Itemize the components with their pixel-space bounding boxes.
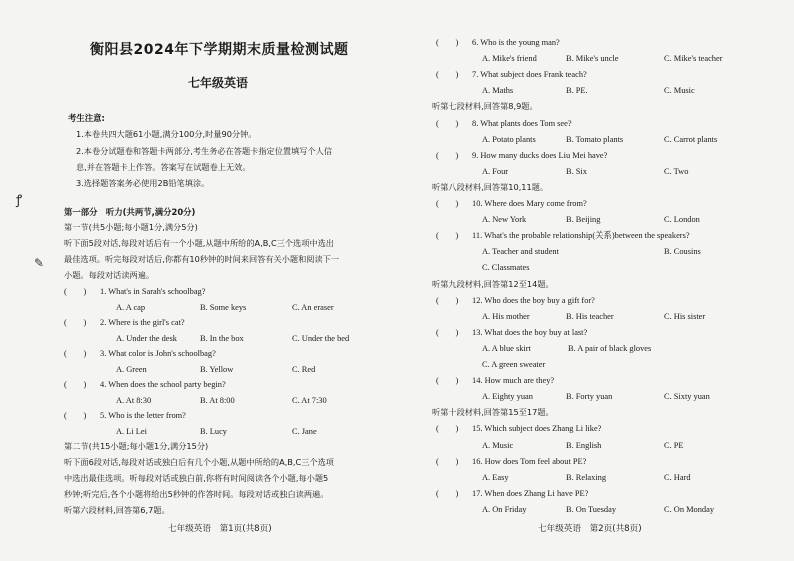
option-b: B. Beijing: [566, 215, 601, 225]
option-c: C. Music: [664, 86, 695, 96]
option-c: C. At 7:30: [292, 396, 327, 405]
option-b: B. Six: [566, 166, 587, 176]
question-text: 5. Who is the letter from?: [100, 411, 186, 420]
option-c: C. Jane: [292, 427, 317, 436]
answer-paren: ( ): [64, 411, 87, 420]
option-a: A. Under the desk: [116, 334, 177, 343]
option-c: C. His sister: [664, 311, 706, 321]
option-b: B. On Tuesday: [566, 504, 617, 514]
notice-line: 2.本卷分试题卷和答题卡两部分,考生务必在答题卡指定位置填写个人信: [76, 146, 333, 156]
answer-paren: ( ): [436, 456, 459, 466]
option-b: B. In the box: [200, 334, 244, 343]
option-c: C. An eraser: [292, 303, 334, 312]
answer-paren: ( ): [436, 118, 459, 128]
part-one-heading: 第一部分 听力(共两节,满分20分): [64, 207, 196, 217]
option-c: C. Under the bed: [292, 334, 350, 343]
option-b: B. Forty yuan: [566, 392, 613, 402]
answer-paren: ( ): [436, 38, 459, 47]
option-c: C. Classmates: [482, 263, 530, 273]
option-a: A. Maths: [482, 86, 514, 96]
option-a: A. Teacher and student: [482, 247, 559, 257]
option-b: B. Tomato plants: [566, 134, 624, 144]
question-text: 15. Which subject does Zhang Li like?: [472, 424, 602, 434]
question-text: 6. Who is the young man?: [472, 38, 560, 47]
section-instruction: 听下面6段对话,每段对话或独白后有几个小题,从题中所给的A,B,C三个选项: [64, 457, 334, 467]
answer-paren: ( ): [436, 376, 459, 386]
answer-paren: ( ): [436, 150, 459, 160]
page-footer: 七年级英语 第2页(共8页): [538, 524, 642, 534]
option-c: B. Cousins: [664, 247, 701, 257]
answer-paren: ( ): [64, 380, 87, 389]
option-c: C. London: [664, 215, 700, 225]
question-text: 14. How much are they?: [472, 376, 555, 386]
answer-paren: ( ): [436, 327, 459, 337]
question-text: 13. What does the boy buy at last?: [472, 327, 588, 337]
material-heading: 听第九段材料,回答第12至14题。: [432, 278, 554, 289]
option-c: C. Red: [292, 365, 316, 374]
option-b: B. A pair of black gloves: [568, 343, 652, 353]
option-b: B. PE.: [566, 86, 588, 96]
question-text: 1. What's in Sarah's schoolbag?: [100, 287, 206, 296]
option-a: A. Potato plants: [482, 134, 536, 144]
option-a: A. Music: [482, 440, 514, 450]
pen-mark: ✎: [34, 256, 45, 270]
material-heading: 听第八段材料,回答第10,11题。: [432, 181, 549, 192]
option-b: B. English: [566, 440, 602, 450]
option-a: A. Eighty yuan: [482, 392, 533, 402]
option-c: C. Two: [664, 166, 689, 176]
answer-paren: ( ): [436, 70, 459, 80]
section-instruction: 中选出最佳选项。听每段对话或独白前,你将有时间阅读各个小题,每小题5: [64, 473, 329, 483]
exam-title: 衡阳县2024年下学期期末质量检测试题: [90, 42, 349, 58]
option-c: C. Sixty yuan: [664, 392, 710, 402]
answer-paren: ( ): [64, 287, 87, 296]
option-c: C. A green sweater: [482, 360, 546, 369]
question-text: 8. What plants does Tom see?: [472, 118, 572, 128]
option-a: A. Mike's friend: [482, 54, 537, 64]
question-text: 9. How many ducks does Liu Mei have?: [472, 150, 608, 160]
section-two-heading: 第二节(共15小题;每小题1分,满分15分): [64, 441, 209, 451]
section-one-heading: 第一节(共5小题;每小题1分,满分5分): [64, 222, 198, 232]
right-page: [432, 0, 766, 561]
option-b: B. Mike's uncle: [566, 54, 619, 64]
option-a: A. His mother: [482, 311, 530, 321]
option-a: A. New York: [482, 215, 527, 225]
question-text: 7. What subject does Frank teach?: [472, 70, 587, 80]
answer-paren: ( ): [436, 424, 459, 434]
section-instruction: 听下面5段对话,每段对话后有一个小题,从题中所给的A,B,C三个选项中选出: [64, 238, 334, 248]
option-a: A. Li Lei: [116, 427, 147, 436]
answer-paren: ( ): [436, 488, 459, 498]
section-instruction: 秒钟;听完后,各个小题将给出5秒钟的作答时间。每段对话或独白读两遍。: [64, 489, 329, 499]
page-footer: 七年级英语 第1页(共8页): [168, 524, 272, 534]
option-b: B. At 8:00: [200, 396, 235, 405]
option-a: A. A blue skirt: [482, 343, 531, 353]
question-text: 2. Where is the girl's cat?: [100, 318, 185, 327]
option-c: C. Hard: [664, 472, 691, 482]
answer-paren: ( ): [64, 318, 87, 327]
option-b: B. Relaxing: [566, 472, 607, 482]
question-text: 16. How does Tom feel about PE?: [472, 456, 587, 466]
option-c: C. Mike's teacher: [664, 54, 723, 64]
section-instruction: 小题。每段对话读两遍。: [64, 270, 155, 280]
option-a: A. On Friday: [482, 504, 527, 514]
answer-paren: ( ): [436, 199, 459, 208]
pen-mark: ꝭ: [16, 192, 23, 207]
option-c: C. On Monday: [664, 504, 715, 514]
notice-line: 3.选择题答案务必使用2B铅笔填涂。: [76, 178, 210, 188]
option-a: A. Easy: [482, 472, 509, 482]
answer-paren: ( ): [436, 295, 459, 305]
question-text: 17. When does Zhang Li have PE?: [472, 488, 589, 498]
material-heading: 听第十段材料,回答第15至17题。: [432, 407, 554, 418]
option-a: A. At 8:30: [116, 396, 152, 405]
exam-subtitle: 七年级英语: [188, 76, 249, 90]
material-heading: 听第七段材料,回答第8,9题。: [432, 101, 538, 112]
section-instruction: 最佳选项。听完每段对话后,你都有10秒钟的时间来回答有关小题和阅读下一: [64, 254, 340, 264]
notice-line: 息,并在答题卡上作答。答案写在试题卷上无效。: [76, 162, 251, 172]
option-b: B. Yellow: [200, 365, 234, 374]
question-text: 12. Who does the boy buy a gift for?: [472, 295, 595, 305]
option-a: A. A cap: [116, 303, 146, 312]
answer-paren: ( ): [64, 349, 87, 358]
question-text: 10. Where does Mary come from?: [472, 199, 587, 208]
option-b: B. His teacher: [566, 311, 614, 321]
question-text: 4. When does the school party begin?: [100, 380, 226, 389]
notice-heading: 考生注意:: [68, 113, 105, 123]
notice-line: 1.本卷共四大题61小题,满分100分,时量90分钟。: [76, 129, 257, 139]
option-b: B. Lucy: [200, 427, 227, 436]
left-page: [60, 0, 400, 561]
option-b: B. Some keys: [200, 303, 247, 312]
option-a: A. Green: [116, 365, 147, 374]
question-text: 11. What's the probable relationship(关系)between the speakers?: [472, 231, 690, 241]
answer-paren: ( ): [436, 231, 459, 241]
option-c: C. PE: [664, 440, 684, 450]
material-heading: 听第六段材料,回答第6,7题。: [64, 505, 170, 515]
question-text: 3. What color is John's schoolbag?: [100, 349, 216, 358]
option-a: A. Four: [482, 166, 509, 176]
option-c: C. Carrot plants: [664, 134, 718, 144]
